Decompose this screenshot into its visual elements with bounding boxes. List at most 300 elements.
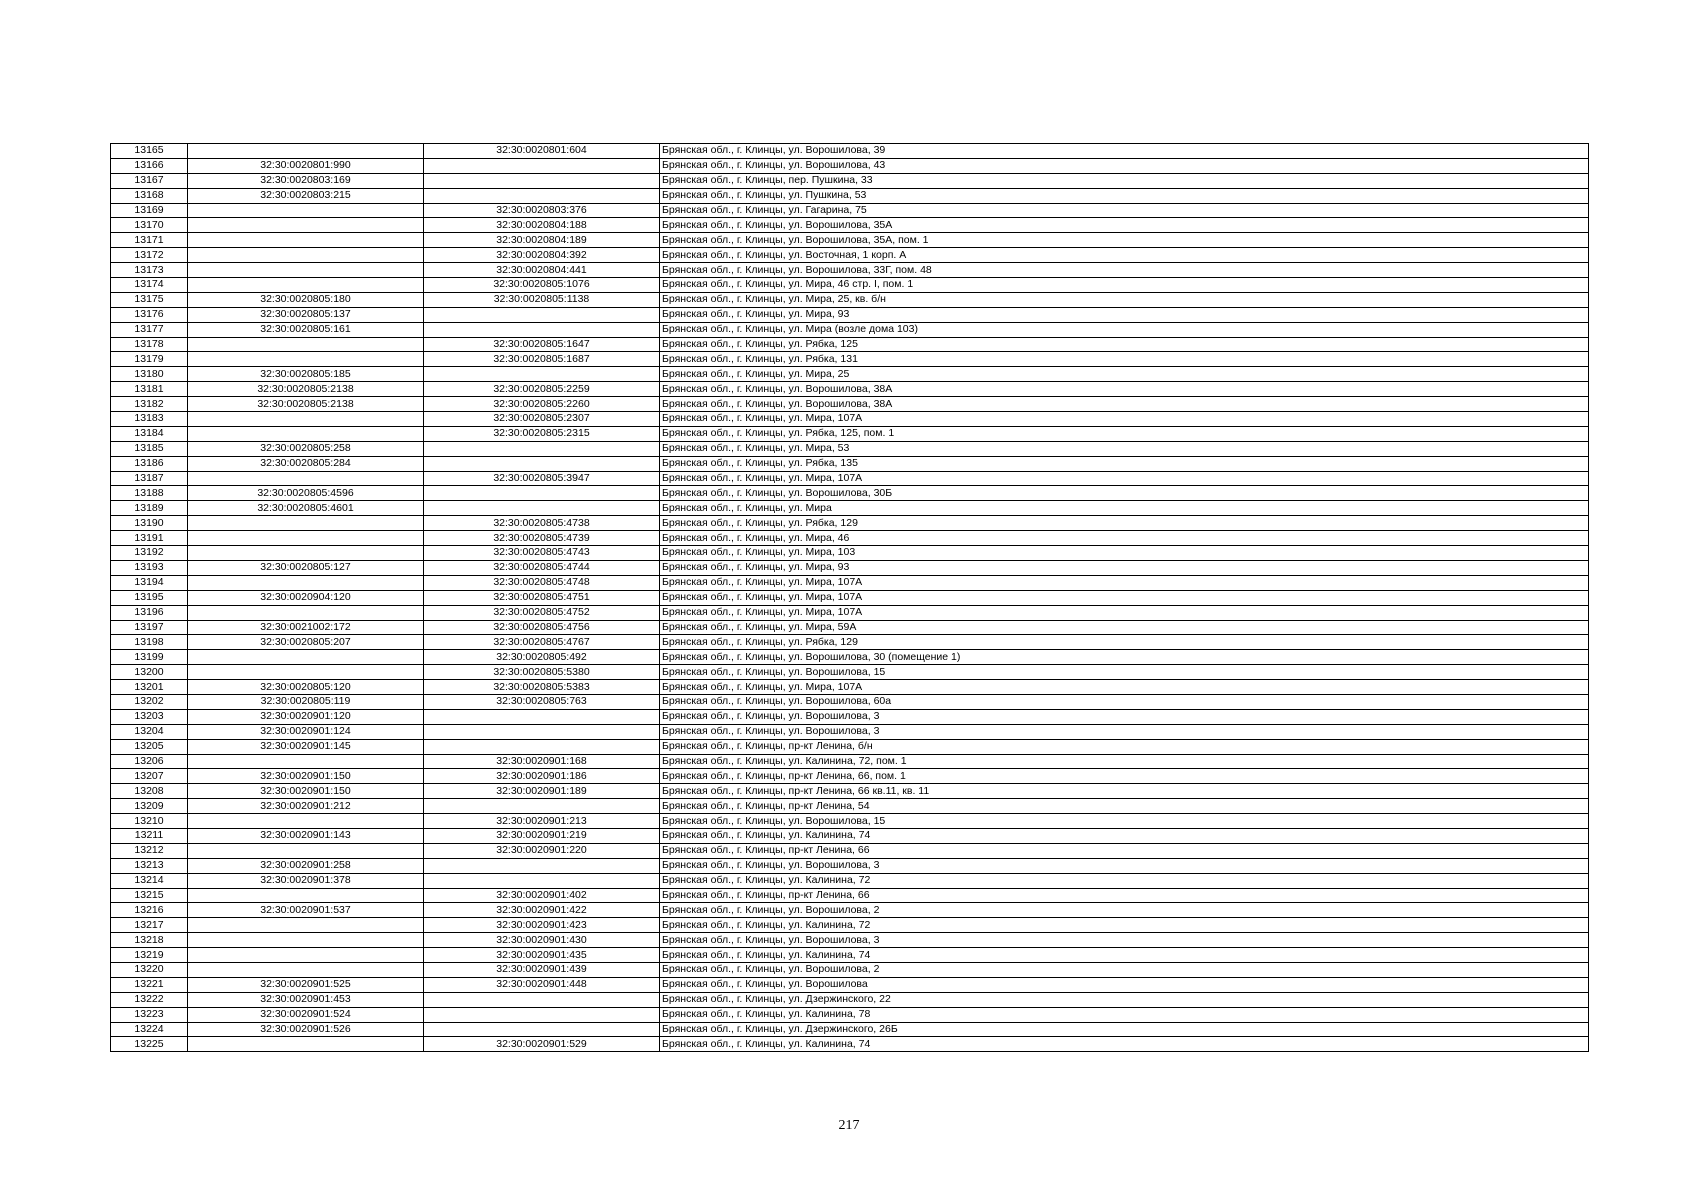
address-cell: Брянская обл., г. Клинцы, ул. Ворошилова, 39 bbox=[660, 144, 1589, 159]
table-row bbox=[111, 724, 1589, 739]
table-row bbox=[111, 635, 1589, 650]
address-cell: Брянская обл., г. Клинцы, ул. Ворошилова, 30Б bbox=[660, 486, 1589, 501]
row-number-cell: 13180 bbox=[111, 367, 188, 382]
table-row bbox=[111, 1037, 1589, 1052]
object-cadastral-number-cell: 32:30:0020901:448 bbox=[424, 977, 660, 992]
table-row bbox=[111, 948, 1589, 963]
row-number-cell: 13210 bbox=[111, 814, 188, 829]
row-number-cell: 13202 bbox=[111, 694, 188, 709]
address-cell: Брянская обл., г. Клинцы, ул. Мира, 107А bbox=[660, 575, 1589, 590]
table-row bbox=[111, 1022, 1589, 1037]
object-cadastral-number-cell: 32:30:0020901:219 bbox=[424, 828, 660, 843]
address-cell: Брянская обл., г. Клинцы, ул. Мира, 93 bbox=[660, 307, 1589, 322]
object-cadastral-number-cell: 32:30:0020804:188 bbox=[424, 218, 660, 233]
object-cadastral-number-cell: 32:30:0020805:492 bbox=[424, 650, 660, 665]
address-cell: Брянская обл., г. Клинцы, ул. Калинина, 72 bbox=[660, 873, 1589, 888]
row-number-cell: 13205 bbox=[111, 739, 188, 754]
row-number-cell: 13172 bbox=[111, 248, 188, 263]
object-cadastral-number-cell: 32:30:0020805:4743 bbox=[424, 546, 660, 561]
row-number-cell: 13176 bbox=[111, 307, 188, 322]
row-number-cell: 13216 bbox=[111, 903, 188, 918]
address-cell: Брянская обл., г. Клинцы, ул. Мира, 59А bbox=[660, 620, 1589, 635]
table-row bbox=[111, 784, 1589, 799]
object-cadastral-number-cell: 32:30:0020805:4767 bbox=[424, 635, 660, 650]
land-cadastral-number-cell: 32:30:0020805:4596 bbox=[188, 486, 424, 501]
land-cadastral-number-cell: 32:30:0020805:161 bbox=[188, 322, 424, 337]
row-number-cell: 13194 bbox=[111, 575, 188, 590]
table-row bbox=[111, 218, 1589, 233]
table-row bbox=[111, 471, 1589, 486]
address-cell: Брянская обл., г. Клинцы, ул. Рябка, 129 bbox=[660, 516, 1589, 531]
address-cell: Брянская обл., г. Клинцы, ул. Мира, 107А bbox=[660, 590, 1589, 605]
land-cadastral-number-cell: 32:30:0020805:180 bbox=[188, 292, 424, 307]
address-cell: Брянская обл., г. Клинцы, ул. Рябка, 125, пом. 1 bbox=[660, 426, 1589, 441]
address-cell: Брянская обл., г. Клинцы, ул. Рябка, 135 bbox=[660, 456, 1589, 471]
table-row bbox=[111, 546, 1589, 561]
table-row bbox=[111, 337, 1589, 352]
row-number-cell: 13208 bbox=[111, 784, 188, 799]
address-cell: Брянская обл., г. Клинцы, пер. Пушкина, 33 bbox=[660, 173, 1589, 188]
object-cadastral-number-cell bbox=[424, 799, 660, 814]
land-cadastral-number-cell bbox=[188, 962, 424, 977]
object-cadastral-number-cell bbox=[424, 858, 660, 873]
table-row bbox=[111, 173, 1589, 188]
object-cadastral-number-cell bbox=[424, 739, 660, 754]
object-cadastral-number-cell: 32:30:0020805:1076 bbox=[424, 278, 660, 293]
land-cadastral-number-cell bbox=[188, 650, 424, 665]
table-row bbox=[111, 799, 1589, 814]
row-number-cell: 13207 bbox=[111, 769, 188, 784]
table-row bbox=[111, 873, 1589, 888]
row-number-cell: 13167 bbox=[111, 173, 188, 188]
row-number-cell: 13165 bbox=[111, 144, 188, 159]
land-cadastral-number-cell: 32:30:0020901:526 bbox=[188, 1022, 424, 1037]
land-cadastral-number-cell bbox=[188, 531, 424, 546]
row-number-cell: 13189 bbox=[111, 501, 188, 516]
land-cadastral-number-cell: 32:30:0020901:120 bbox=[188, 709, 424, 724]
object-cadastral-number-cell: 32:30:0020901:529 bbox=[424, 1037, 660, 1052]
row-number-cell: 13181 bbox=[111, 382, 188, 397]
row-number-cell: 13214 bbox=[111, 873, 188, 888]
address-cell: Брянская обл., г. Клинцы, ул. Калинина, 74 bbox=[660, 828, 1589, 843]
land-cadastral-number-cell: 32:30:0020901:524 bbox=[188, 1007, 424, 1022]
table-row bbox=[111, 322, 1589, 337]
address-cell: Брянская обл., г. Клинцы, ул. Ворошилова, 60а bbox=[660, 694, 1589, 709]
row-number-cell: 13195 bbox=[111, 590, 188, 605]
table-row bbox=[111, 590, 1589, 605]
object-cadastral-number-cell: 32:30:0020805:3947 bbox=[424, 471, 660, 486]
address-cell: Брянская обл., г. Клинцы, пр-кт Ленина, 66 кв.11, кв. 11 bbox=[660, 784, 1589, 799]
land-cadastral-number-cell: 32:30:0020901:143 bbox=[188, 828, 424, 843]
address-cell: Брянская обл., г. Клинцы, ул. Ворошилова, 2 bbox=[660, 962, 1589, 977]
object-cadastral-number-cell bbox=[424, 1007, 660, 1022]
address-cell: Брянская обл., г. Клинцы, ул. Дзержинского, 22 bbox=[660, 992, 1589, 1007]
object-cadastral-number-cell: 32:30:0020901:186 bbox=[424, 769, 660, 784]
object-cadastral-number-cell: 32:30:0020805:2259 bbox=[424, 382, 660, 397]
land-cadastral-number-cell bbox=[188, 948, 424, 963]
address-cell: Брянская обл., г. Клинцы, пр-кт Ленина, б/н bbox=[660, 739, 1589, 754]
object-cadastral-number-cell: 32:30:0020901:189 bbox=[424, 784, 660, 799]
table-row bbox=[111, 814, 1589, 829]
object-cadastral-number-cell bbox=[424, 873, 660, 888]
object-cadastral-number-cell bbox=[424, 173, 660, 188]
land-cadastral-number-cell: 32:30:0020805:2138 bbox=[188, 397, 424, 412]
object-cadastral-number-cell: 32:30:0020901:213 bbox=[424, 814, 660, 829]
address-cell: Брянская обл., г. Клинцы, ул. Калинина, 78 bbox=[660, 1007, 1589, 1022]
object-cadastral-number-cell: 32:30:0020801:604 bbox=[424, 144, 660, 159]
land-cadastral-number-cell: 32:30:0020805:185 bbox=[188, 367, 424, 382]
address-cell: Брянская обл., г. Клинцы, ул. Рябка, 125 bbox=[660, 337, 1589, 352]
row-number-cell: 13223 bbox=[111, 1007, 188, 1022]
address-cell: Брянская обл., г. Клинцы, ул. Ворошилова, 38А bbox=[660, 397, 1589, 412]
table-row bbox=[111, 233, 1589, 248]
table-row bbox=[111, 620, 1589, 635]
address-cell: Брянская обл., г. Клинцы, пр-кт Ленина, 54 bbox=[660, 799, 1589, 814]
address-cell: Брянская обл., г. Клинцы, пр-кт Ленина, 66, пом. 1 bbox=[660, 769, 1589, 784]
row-number-cell: 13224 bbox=[111, 1022, 188, 1037]
land-cadastral-number-cell: 32:30:0021002:172 bbox=[188, 620, 424, 635]
row-number-cell: 13185 bbox=[111, 441, 188, 456]
object-cadastral-number-cell bbox=[424, 456, 660, 471]
table-row bbox=[111, 144, 1589, 159]
table-row bbox=[111, 531, 1589, 546]
row-number-cell: 13178 bbox=[111, 337, 188, 352]
object-cadastral-number-cell bbox=[424, 322, 660, 337]
address-cell: Брянская обл., г. Клинцы, ул. Мира, 107А bbox=[660, 680, 1589, 695]
address-cell: Брянская обл., г. Клинцы, ул. Ворошилова, 35А, пом. 1 bbox=[660, 233, 1589, 248]
table-row bbox=[111, 516, 1589, 531]
table-row bbox=[111, 367, 1589, 382]
object-cadastral-number-cell: 32:30:0020805:4748 bbox=[424, 575, 660, 590]
row-number-cell: 13171 bbox=[111, 233, 188, 248]
address-cell: Брянская обл., г. Клинцы, ул. Мира, 25 bbox=[660, 367, 1589, 382]
object-cadastral-number-cell: 32:30:0020805:2315 bbox=[424, 426, 660, 441]
address-cell: Брянская обл., г. Клинцы, ул. Ворошилова, 3 bbox=[660, 933, 1589, 948]
object-cadastral-number-cell: 32:30:0020901:439 bbox=[424, 962, 660, 977]
address-cell: Брянская обл., г. Клинцы, ул. Мира, 107А bbox=[660, 471, 1589, 486]
row-number-cell: 13198 bbox=[111, 635, 188, 650]
object-cadastral-number-cell: 32:30:0020803:376 bbox=[424, 203, 660, 218]
table-row bbox=[111, 412, 1589, 427]
row-number-cell: 13206 bbox=[111, 754, 188, 769]
land-cadastral-number-cell: 32:30:0020901:525 bbox=[188, 977, 424, 992]
address-cell: Брянская обл., г. Клинцы, ул. Калинина, 74 bbox=[660, 1037, 1589, 1052]
land-cadastral-number-cell bbox=[188, 754, 424, 769]
registry-table bbox=[110, 143, 1589, 1052]
table-row bbox=[111, 694, 1589, 709]
land-cadastral-number-cell bbox=[188, 471, 424, 486]
table-row bbox=[111, 828, 1589, 843]
table-row bbox=[111, 501, 1589, 516]
row-number-cell: 13221 bbox=[111, 977, 188, 992]
table-row bbox=[111, 1007, 1589, 1022]
object-cadastral-number-cell: 32:30:0020805:4751 bbox=[424, 590, 660, 605]
table-row bbox=[111, 382, 1589, 397]
object-cadastral-number-cell bbox=[424, 709, 660, 724]
object-cadastral-number-cell: 32:30:0020804:189 bbox=[424, 233, 660, 248]
object-cadastral-number-cell: 32:30:0020901:430 bbox=[424, 933, 660, 948]
address-cell: Брянская обл., г. Клинцы, ул. Калинина, 74 bbox=[660, 948, 1589, 963]
land-cadastral-number-cell: 32:30:0020805:137 bbox=[188, 307, 424, 322]
object-cadastral-number-cell: 32:30:0020805:4752 bbox=[424, 605, 660, 620]
table-row bbox=[111, 962, 1589, 977]
row-number-cell: 13190 bbox=[111, 516, 188, 531]
object-cadastral-number-cell bbox=[424, 501, 660, 516]
land-cadastral-number-cell bbox=[188, 144, 424, 159]
table-row bbox=[111, 903, 1589, 918]
table-row bbox=[111, 665, 1589, 680]
land-cadastral-number-cell bbox=[188, 918, 424, 933]
address-cell: Брянская обл., г. Клинцы, ул. Гагарина, 75 bbox=[660, 203, 1589, 218]
land-cadastral-number-cell: 32:30:0020901:453 bbox=[188, 992, 424, 1007]
object-cadastral-number-cell bbox=[424, 724, 660, 739]
table-row bbox=[111, 992, 1589, 1007]
object-cadastral-number-cell: 32:30:0020805:5383 bbox=[424, 680, 660, 695]
address-cell: Брянская обл., г. Клинцы, ул. Ворошилова, 3 bbox=[660, 858, 1589, 873]
table-row bbox=[111, 441, 1589, 456]
table-row bbox=[111, 278, 1589, 293]
object-cadastral-number-cell bbox=[424, 307, 660, 322]
table-row bbox=[111, 560, 1589, 575]
page-number: 217 bbox=[838, 1118, 860, 1133]
land-cadastral-number-cell bbox=[188, 575, 424, 590]
row-number-cell: 13179 bbox=[111, 352, 188, 367]
row-number-cell: 13184 bbox=[111, 426, 188, 441]
object-cadastral-number-cell bbox=[424, 158, 660, 173]
address-cell: Брянская обл., г. Клинцы, ул. Дзержинского, 26Б bbox=[660, 1022, 1589, 1037]
land-cadastral-number-cell bbox=[188, 546, 424, 561]
row-number-cell: 13188 bbox=[111, 486, 188, 501]
object-cadastral-number-cell bbox=[424, 441, 660, 456]
land-cadastral-number-cell: 32:30:0020901:150 bbox=[188, 769, 424, 784]
address-cell: Брянская обл., г. Клинцы, ул. Рябка, 131 bbox=[660, 352, 1589, 367]
object-cadastral-number-cell bbox=[424, 1022, 660, 1037]
land-cadastral-number-cell bbox=[188, 203, 424, 218]
table-row bbox=[111, 650, 1589, 665]
address-cell: Брянская обл., г. Клинцы, ул. Ворошилова, 15 bbox=[660, 665, 1589, 680]
address-cell: Брянская обл., г. Клинцы, ул. Калинина, 72 bbox=[660, 918, 1589, 933]
table-row bbox=[111, 248, 1589, 263]
land-cadastral-number-cell bbox=[188, 516, 424, 531]
object-cadastral-number-cell: 32:30:0020804:441 bbox=[424, 263, 660, 278]
table-row bbox=[111, 426, 1589, 441]
land-cadastral-number-cell bbox=[188, 233, 424, 248]
address-cell: Брянская обл., г. Клинцы, ул. Ворошилова, 15 bbox=[660, 814, 1589, 829]
row-number-cell: 13219 bbox=[111, 948, 188, 963]
table-row bbox=[111, 203, 1589, 218]
object-cadastral-number-cell bbox=[424, 992, 660, 1007]
land-cadastral-number-cell: 32:30:0020805:119 bbox=[188, 694, 424, 709]
address-cell: Брянская обл., г. Клинцы, ул. Мира, 53 bbox=[660, 441, 1589, 456]
table-row bbox=[111, 918, 1589, 933]
row-number-cell: 13209 bbox=[111, 799, 188, 814]
land-cadastral-number-cell: 32:30:0020805:127 bbox=[188, 560, 424, 575]
land-cadastral-number-cell bbox=[188, 1037, 424, 1052]
row-number-cell: 13193 bbox=[111, 560, 188, 575]
address-cell: Брянская обл., г. Клинцы, ул. Мира, 46 bbox=[660, 531, 1589, 546]
address-cell: Брянская обл., г. Клинцы, ул. Мира bbox=[660, 501, 1589, 516]
address-cell: Брянская обл., г. Клинцы, ул. Рябка, 129 bbox=[660, 635, 1589, 650]
table-row bbox=[111, 158, 1589, 173]
address-cell: Брянская обл., г. Клинцы, ул. Мира (возле дома 103) bbox=[660, 322, 1589, 337]
object-cadastral-number-cell: 32:30:0020805:4738 bbox=[424, 516, 660, 531]
address-cell: Брянская обл., г. Клинцы, ул. Ворошилова, 3 bbox=[660, 724, 1589, 739]
table-row bbox=[111, 352, 1589, 367]
object-cadastral-number-cell: 32:30:0020901:435 bbox=[424, 948, 660, 963]
row-number-cell: 13173 bbox=[111, 263, 188, 278]
row-number-cell: 13183 bbox=[111, 412, 188, 427]
object-cadastral-number-cell: 32:30:0020805:2307 bbox=[424, 412, 660, 427]
land-cadastral-number-cell: 32:30:0020904:120 bbox=[188, 590, 424, 605]
row-number-cell: 13182 bbox=[111, 397, 188, 412]
row-number-cell: 13192 bbox=[111, 546, 188, 561]
row-number-cell: 13197 bbox=[111, 620, 188, 635]
row-number-cell: 13170 bbox=[111, 218, 188, 233]
table-row bbox=[111, 188, 1589, 203]
table-row bbox=[111, 486, 1589, 501]
table-row bbox=[111, 680, 1589, 695]
land-cadastral-number-cell bbox=[188, 888, 424, 903]
table-row bbox=[111, 977, 1589, 992]
land-cadastral-number-cell: 32:30:0020805:284 bbox=[188, 456, 424, 471]
address-cell: Брянская обл., г. Клинцы, ул. Ворошилова, 2 bbox=[660, 903, 1589, 918]
land-cadastral-number-cell bbox=[188, 218, 424, 233]
address-cell: Брянская обл., г. Клинцы, пр-кт Ленина, 66 bbox=[660, 843, 1589, 858]
table-row bbox=[111, 754, 1589, 769]
object-cadastral-number-cell: 32:30:0020804:392 bbox=[424, 248, 660, 263]
land-cadastral-number-cell bbox=[188, 426, 424, 441]
row-number-cell: 13200 bbox=[111, 665, 188, 680]
object-cadastral-number-cell: 32:30:0020805:763 bbox=[424, 694, 660, 709]
address-cell: Брянская обл., г. Клинцы, ул. Ворошилова, 35А bbox=[660, 218, 1589, 233]
land-cadastral-number-cell: 32:30:0020901:537 bbox=[188, 903, 424, 918]
row-number-cell: 13187 bbox=[111, 471, 188, 486]
land-cadastral-number-cell bbox=[188, 843, 424, 858]
land-cadastral-number-cell: 32:30:0020901:145 bbox=[188, 739, 424, 754]
land-cadastral-number-cell: 32:30:0020805:258 bbox=[188, 441, 424, 456]
table-row bbox=[111, 709, 1589, 724]
row-number-cell: 13204 bbox=[111, 724, 188, 739]
land-cadastral-number-cell: 32:30:0020805:120 bbox=[188, 680, 424, 695]
land-cadastral-number-cell bbox=[188, 337, 424, 352]
address-cell: Брянская обл., г. Клинцы, ул. Мира, 103 bbox=[660, 546, 1589, 561]
table-row bbox=[111, 263, 1589, 278]
land-cadastral-number-cell bbox=[188, 933, 424, 948]
row-number-cell: 13215 bbox=[111, 888, 188, 903]
land-cadastral-number-cell: 32:30:0020901:212 bbox=[188, 799, 424, 814]
land-cadastral-number-cell bbox=[188, 263, 424, 278]
row-number-cell: 13196 bbox=[111, 605, 188, 620]
object-cadastral-number-cell: 32:30:0020805:4756 bbox=[424, 620, 660, 635]
row-number-cell: 13217 bbox=[111, 918, 188, 933]
object-cadastral-number-cell: 32:30:0020805:1138 bbox=[424, 292, 660, 307]
land-cadastral-number-cell: 32:30:0020805:207 bbox=[188, 635, 424, 650]
land-cadastral-number-cell: 32:30:0020803:169 bbox=[188, 173, 424, 188]
land-cadastral-number-cell: 32:30:0020901:124 bbox=[188, 724, 424, 739]
object-cadastral-number-cell: 32:30:0020901:423 bbox=[424, 918, 660, 933]
address-cell: Брянская обл., г. Клинцы, ул. Мира, 107А bbox=[660, 412, 1589, 427]
row-number-cell: 13225 bbox=[111, 1037, 188, 1052]
object-cadastral-number-cell bbox=[424, 188, 660, 203]
address-cell: Брянская обл., г. Клинцы, ул. Калинина, 72, пом. 1 bbox=[660, 754, 1589, 769]
land-cadastral-number-cell bbox=[188, 814, 424, 829]
land-cadastral-number-cell: 32:30:0020803:215 bbox=[188, 188, 424, 203]
address-cell: Брянская обл., г. Клинцы, ул. Мира, 107А bbox=[660, 605, 1589, 620]
table-row bbox=[111, 605, 1589, 620]
land-cadastral-number-cell: 32:30:0020801:990 bbox=[188, 158, 424, 173]
table-row bbox=[111, 888, 1589, 903]
address-cell: Брянская обл., г. Клинцы, ул. Ворошилова, 38А bbox=[660, 382, 1589, 397]
land-cadastral-number-cell: 32:30:0020901:150 bbox=[188, 784, 424, 799]
row-number-cell: 13220 bbox=[111, 962, 188, 977]
row-number-cell: 13212 bbox=[111, 843, 188, 858]
land-cadastral-number-cell: 32:30:0020901:258 bbox=[188, 858, 424, 873]
row-number-cell: 13199 bbox=[111, 650, 188, 665]
object-cadastral-number-cell: 32:30:0020901:220 bbox=[424, 843, 660, 858]
registry-table-body bbox=[111, 144, 1589, 1052]
land-cadastral-number-cell bbox=[188, 605, 424, 620]
row-number-cell: 13213 bbox=[111, 858, 188, 873]
object-cadastral-number-cell: 32:30:0020901:402 bbox=[424, 888, 660, 903]
land-cadastral-number-cell: 32:30:0020901:378 bbox=[188, 873, 424, 888]
row-number-cell: 13175 bbox=[111, 292, 188, 307]
object-cadastral-number-cell: 32:30:0020901:422 bbox=[424, 903, 660, 918]
row-number-cell: 13186 bbox=[111, 456, 188, 471]
land-cadastral-number-cell bbox=[188, 248, 424, 263]
row-number-cell: 13218 bbox=[111, 933, 188, 948]
land-cadastral-number-cell: 32:30:0020805:2138 bbox=[188, 382, 424, 397]
object-cadastral-number-cell: 32:30:0020805:4739 bbox=[424, 531, 660, 546]
row-number-cell: 13203 bbox=[111, 709, 188, 724]
row-number-cell: 13222 bbox=[111, 992, 188, 1007]
row-number-cell: 13201 bbox=[111, 680, 188, 695]
object-cadastral-number-cell: 32:30:0020805:1647 bbox=[424, 337, 660, 352]
table-row bbox=[111, 858, 1589, 873]
address-cell: Брянская обл., г. Клинцы, ул. Мира, 93 bbox=[660, 560, 1589, 575]
land-cadastral-number-cell bbox=[188, 352, 424, 367]
land-cadastral-number-cell bbox=[188, 412, 424, 427]
row-number-cell: 13166 bbox=[111, 158, 188, 173]
address-cell: Брянская обл., г. Клинцы, ул. Пушкина, 53 bbox=[660, 188, 1589, 203]
address-cell: Брянская обл., г. Клинцы, ул. Ворошилова, 3 bbox=[660, 709, 1589, 724]
land-cadastral-number-cell bbox=[188, 665, 424, 680]
table-row bbox=[111, 292, 1589, 307]
object-cadastral-number-cell bbox=[424, 486, 660, 501]
address-cell: Брянская обл., г. Клинцы, пр-кт Ленина, 66 bbox=[660, 888, 1589, 903]
address-cell: Брянская обл., г. Клинцы, ул. Ворошилова, 30 (помещение 1) bbox=[660, 650, 1589, 665]
land-cadastral-number-cell: 32:30:0020805:4601 bbox=[188, 501, 424, 516]
address-cell: Брянская обл., г. Клинцы, ул. Ворошилова, 43 bbox=[660, 158, 1589, 173]
address-cell: Брянская обл., г. Клинцы, ул. Ворошилова bbox=[660, 977, 1589, 992]
object-cadastral-number-cell: 32:30:0020805:1687 bbox=[424, 352, 660, 367]
object-cadastral-number-cell bbox=[424, 367, 660, 382]
address-cell: Брянская обл., г. Клинцы, ул. Ворошилова, 33Г, пом. 48 bbox=[660, 263, 1589, 278]
table-row bbox=[111, 456, 1589, 471]
row-number-cell: 13168 bbox=[111, 188, 188, 203]
row-number-cell: 13191 bbox=[111, 531, 188, 546]
table-row bbox=[111, 575, 1589, 590]
row-number-cell: 13174 bbox=[111, 278, 188, 293]
row-number-cell: 13169 bbox=[111, 203, 188, 218]
object-cadastral-number-cell: 32:30:0020901:168 bbox=[424, 754, 660, 769]
object-cadastral-number-cell: 32:30:0020805:5380 bbox=[424, 665, 660, 680]
row-number-cell: 13211 bbox=[111, 828, 188, 843]
object-cadastral-number-cell: 32:30:0020805:4744 bbox=[424, 560, 660, 575]
table-row bbox=[111, 933, 1589, 948]
address-cell: Брянская обл., г. Клинцы, ул. Восточная, 1 корп. А bbox=[660, 248, 1589, 263]
table-row bbox=[111, 397, 1589, 412]
table-row bbox=[111, 739, 1589, 754]
